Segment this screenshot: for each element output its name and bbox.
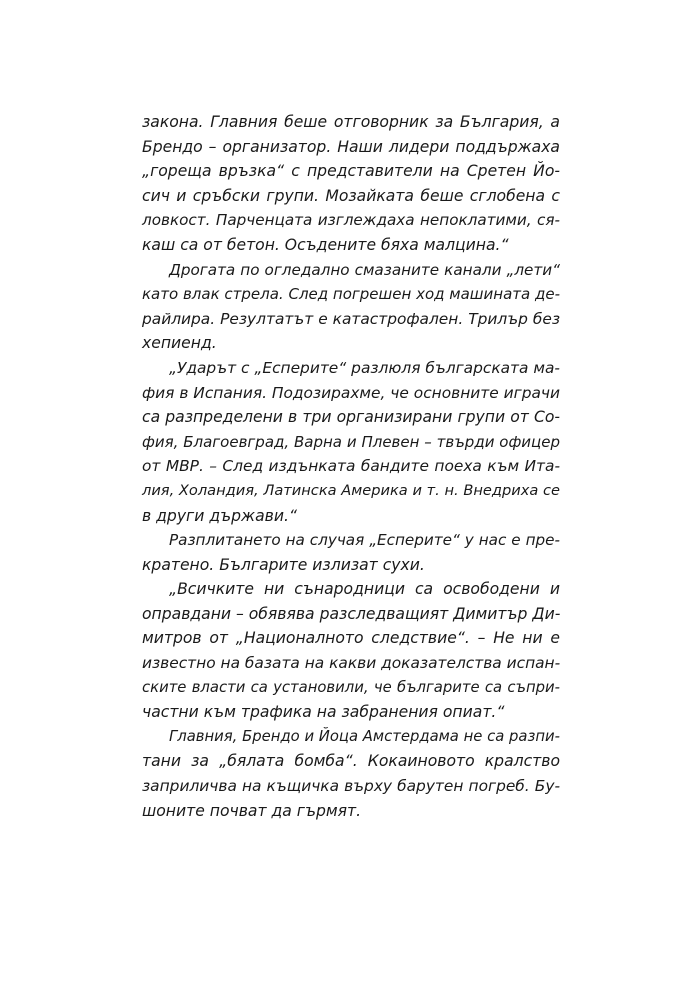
- text-line: тани за „бялата бомба“. Кокаиновото кралство: [142, 752, 560, 771]
- text-line: фия в Испания. Подозирахме, че основните играчи: [142, 383, 560, 402]
- paragraph-first-line: Разплитането на случая „Есперите“ у нас е пре-: [169, 531, 560, 550]
- paragraph-first-line: „Всичките ни сънародници са освободени и: [169, 580, 560, 599]
- paragraph-first-line: Главния, Брендо и Йоца Амстердама не са разпи-: [169, 727, 560, 745]
- paragraph-first-line: „Ударът с „Есперите“ разлюля българската ма-: [169, 358, 560, 377]
- text-line: закона. Главния беше отговорник за България, а: [142, 113, 560, 131]
- text-line: оправдани – обявява разследващият Димитър Ди-: [142, 604, 561, 623]
- text-line: сич и сръбски групи. Мозайката беше сглобена с: [142, 186, 560, 205]
- text-line: фия, Благоевград, Варна и Плевен – твърди офицер: [142, 432, 560, 451]
- text-line: хепиенд.: [142, 334, 217, 353]
- text-line: лия, Холандия, Латинска Америка и т. н. Внедриха се: [142, 481, 560, 499]
- body-text: [142, 110, 560, 823]
- text-line: кратено. Българите излизат сухи.: [142, 555, 425, 574]
- text-line: известно на базата на какви доказателства испан-: [142, 654, 561, 673]
- text-line: райлира. Резултатът е катастрофален. Трилър без: [142, 309, 560, 328]
- text-line: ловкост. Парченцата изглеждаха непоклатими, ся-: [142, 211, 560, 230]
- text-line: каш са от бетон. Осъдените бяха малцина.“: [142, 235, 509, 254]
- text-line: „гореща връзка“ с представители на Сретен Йо-: [142, 162, 560, 181]
- text-line: Брендо – организатор. Наши лидери поддържаха: [142, 137, 560, 156]
- text-line: заприличва на къщичка върху барутен погреб. Бу-: [142, 777, 560, 796]
- text-line: са разпределени в три организирани групи от Со-: [142, 408, 560, 427]
- text-line: шоните почват да гърмят.: [142, 801, 362, 820]
- text-line: ските власти са установили, че българите са съпри-: [142, 678, 560, 696]
- paragraph-first-line: Дрогата по огледално смазаните канали „лети“: [169, 260, 560, 279]
- text-line: митров от „Националното следствие“. – Не ни е: [142, 629, 560, 648]
- text-line: в други държави.“: [142, 506, 298, 525]
- text-line: частни към трафика на забранения опиат.“: [142, 703, 505, 722]
- text-line: от МВР. – След издънката бандите поеха към Ита-: [142, 457, 560, 476]
- text-line: като влак стрела. След погрешен ход машината де-: [142, 285, 560, 304]
